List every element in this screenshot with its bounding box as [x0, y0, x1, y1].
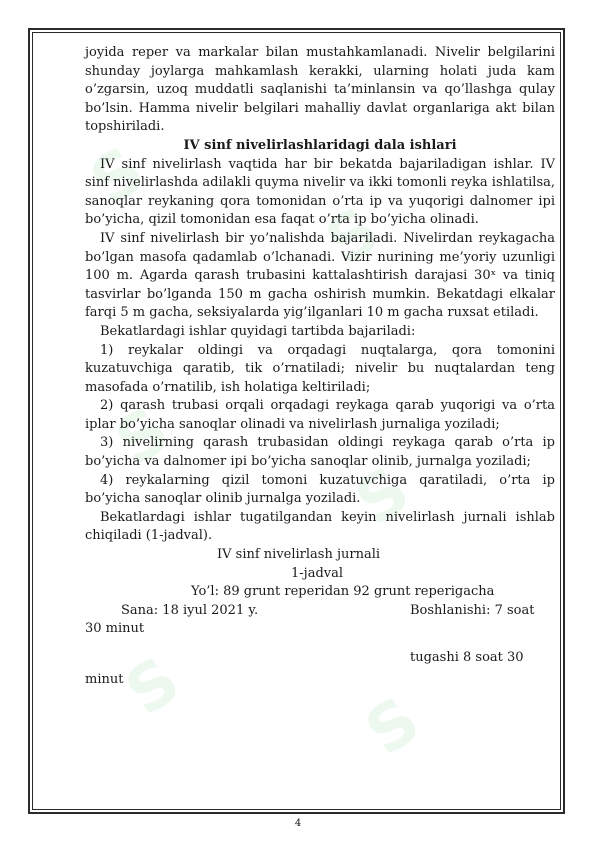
journal-date-row: [85, 602, 555, 621]
watermark-mark: S: [77, 133, 159, 221]
watermark-mark: S: [112, 643, 194, 731]
paragraph-journal-processing: Bekatlardagi ishlar tugatilgandan keyin nivelirlash jurnali ishlab chiqiladi (1-jadval).: [85, 509, 555, 544]
paragraph-direction: IV sinf nivelirlash bir yo’nalishda bajariladi. Nivelirdan reykagacha bo’lgan masofa qadamlab o’lchanadi. Vizir nurining me’yoriy uzunligi 100 m. Agarda qarash trubasini kattalashtirish darajasi 30ˣ va tiniq tasvirlar bo’lganda 150 m gacha oshirish mumkin. Bekatdagi elkalar farqi 5 m gacha, seksiyalarda yig’ilganlari 10 m gacha ruxsat etiladi.: [85, 230, 555, 321]
watermark-mark: S: [312, 193, 394, 281]
journal-start-time: Boshlanishi: 7 soat: [410, 602, 535, 618]
paragraph-intro: joyida reper va markalar bilan mustahkamlanadi. Nivelir belgilarini shunday joylarga mahkamlash kerakki, ularning holati juda kam o’zgarsin, uzoq muddatli saqlanishi ta’minlansin va qo’llashga qulay bo’lsin. Hamma nivelir belgilari mahalliy davlat organlariga akt bilan topshiriladi.: [85, 45, 555, 135]
watermark-mark: S: [352, 683, 434, 771]
page-number: 4: [294, 818, 302, 829]
paragraph-order: Bekatlardagi ishlar quyidagi tartibda bajariladi:: [100, 323, 416, 339]
watermark-mark: S: [102, 393, 184, 481]
journal-date: Sana: 18 iyul 2021 y.: [121, 602, 259, 618]
journal-end-minutes: minut: [85, 671, 124, 687]
list-item-2: 2) qarash trubasi orqali orqadagi reykaga qarab yuqorigi va o’rta iplar bo’yicha sanoqlar olinadi va nivelirlash jurnaliga yoziladi;: [85, 398, 555, 432]
journal-route: Yo’l: 89 grunt reperidan 92 grunt reperigacha: [191, 584, 495, 600]
journal-start-minutes: 30 minut: [85, 621, 145, 637]
paragraph-station-work: IV sinf nivelirlash vaqtida har bir bekatda bajariladigan ishlar. IV sinf nivelirlashda adilakli quyma nivelir va ikki tomonli reyka ishlatilsa, sanoqlar reykaning qora tomonidan o’rta ip va yuqorigi dalnomer ipi bo’yicha, qizil tomonidan esa faqat o’rta ip bo’yicha olinadi.: [85, 156, 556, 228]
list-item-4: 4) reykalarning qizil tomoni kuzatuvchiga qaratiladi, o’rta ip bo’yicha sanoqlar olinib jurnalga yoziladi.: [85, 472, 555, 507]
list-item-3: 3) nivelirning qarash trubasidan oldingi reykaga qarab o’rta ip bo’yicha va dalnomer ipi bo’yicha sanoqlar olinib, jurnalga yoziladi;: [85, 435, 555, 470]
journal-title: IV sinf nivelirlash jurnali: [217, 547, 381, 563]
table-reference: 1-jadval: [291, 565, 344, 581]
list-item-1: 1) reykalar oldingi va orqadagi nuqtalarga, qora tomonini kuzatuvchiga qaratib, tik o’rnatiladi; nivelir bu nuqtalardan teng masofada o’rnatilib, ish holatiga keltiriladi;: [85, 342, 555, 395]
journal-end-time: tugashi 8 soat 30: [410, 650, 524, 665]
section-heading: IV sinf nivelirlashlaridagi dala ishlari: [183, 137, 457, 153]
page-content: [85, 44, 555, 689]
watermark-mark: S: [342, 453, 424, 541]
